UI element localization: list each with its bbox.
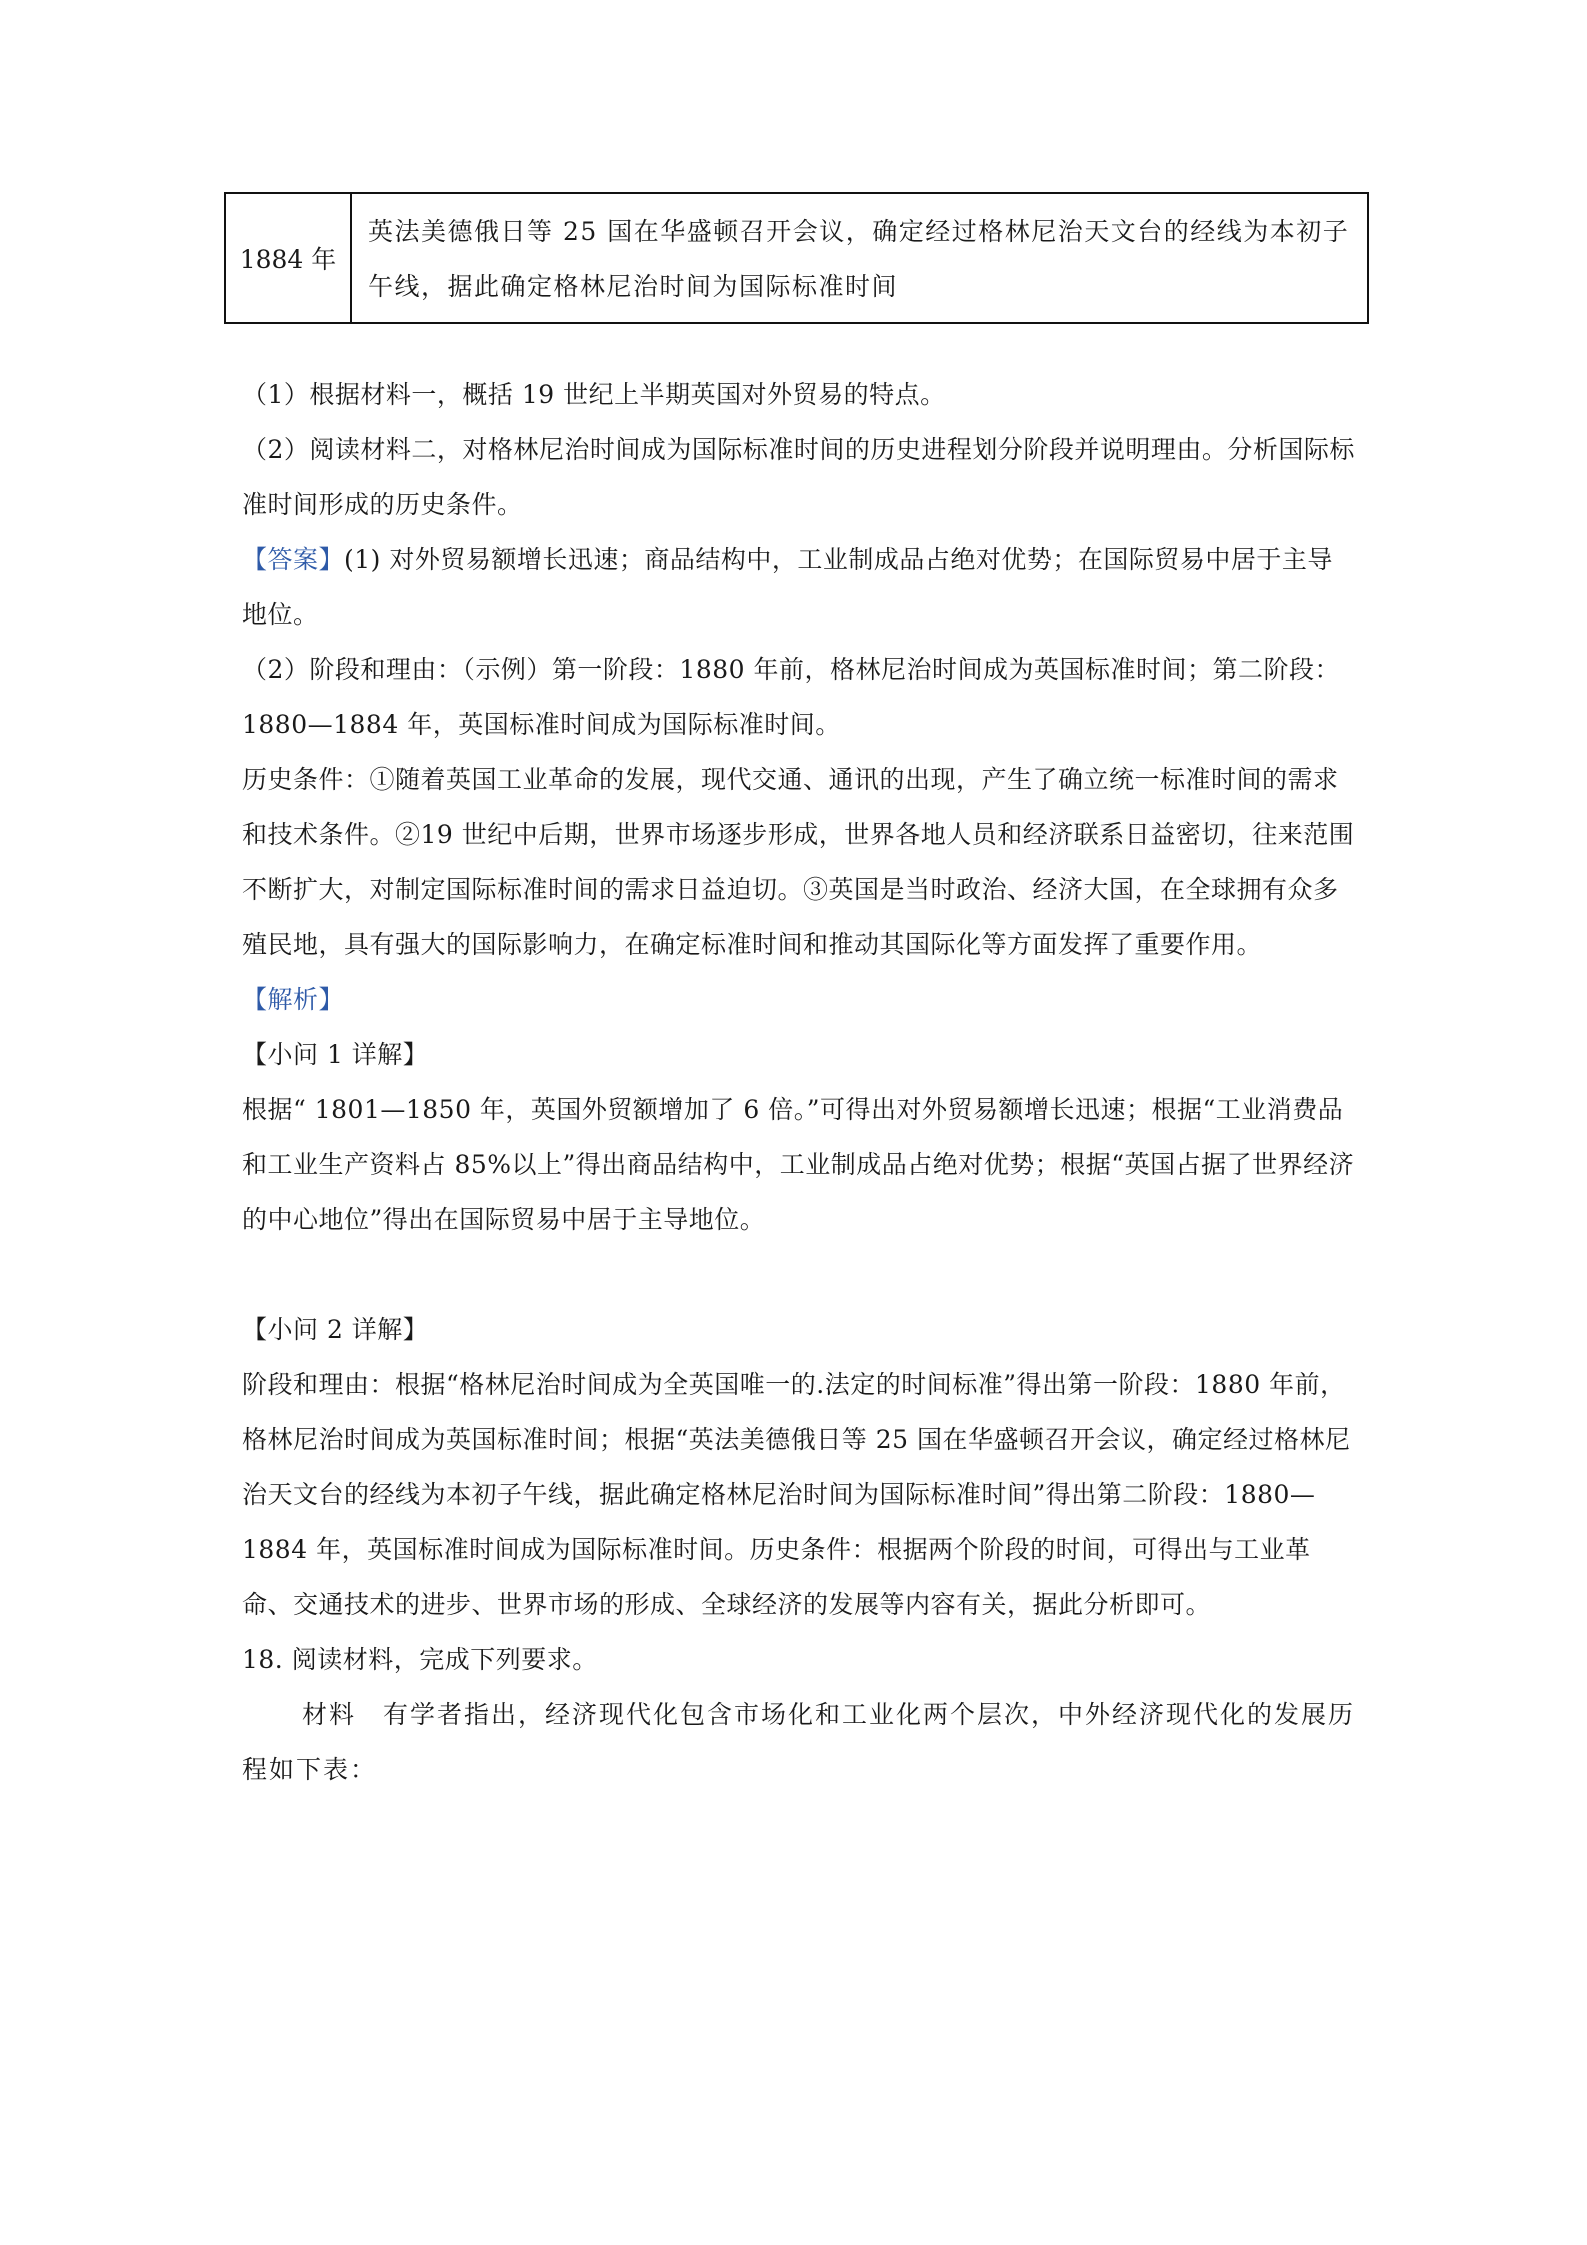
analysis-label: 【解析】 bbox=[242, 985, 345, 1014]
sub-question-2-text: 阶段和理由：根据“格林尼治时间成为全英国唯一的.法定的时间标准”得出第一阶段：1880 年前，格林尼治时间成为英国标准时间；根据“英法美德俄日等 25 国在华盛顿召开会议，确定经过格林尼治天文台的经线为本初子午线，据此确定格林尼治时间为国际标准时间”得出第二阶段：1880—1884 年，英国标准时间成为国际标准时间。历史条件：根据两个阶段的时间，可得出与工业革命、交通技术的进步、世界市场的形成、全球经济的发展等内容有关，据此分析即可。 bbox=[242, 1370, 1351, 1619]
answer-paragraph-3: 历史条件：①随着英国工业革命的发展，现代交通、通讯的出现，产生了确立统一标准时间的需求和技术条件。②19 世纪中后期，世界市场逐步形成，世界各地人员和经济联系日益密切，往来范围不断扩大，对制定国际标准时间的需求日益迫切。③英国是当时政治、经济大国，在全球拥有众多殖民地，具有强大的国际影响力，在确定标准时间和推动其国际化等方面发挥了重要作用。 bbox=[242, 765, 1355, 959]
document-body bbox=[242, 367, 1357, 1797]
sub-question-1-title: 【小问 1 详解】 bbox=[242, 1040, 429, 1069]
question-18-title: 18. 阅读材料，完成下列要求。 bbox=[242, 1645, 598, 1674]
answer-paragraph-2: （2）阶段和理由：（示例）第一阶段：1880 年前，格林尼治时间成为英国标准时间；第二阶段：1880—1884 年，英国标准时间成为国际标准时间。 bbox=[242, 655, 1340, 739]
sub-question-1-text: 根据“ 1801—1850 年，英国外贸额增加了 6 倍。”可得出对外贸易额增长迅速；根据“工业消费品和工业生产资料占 85%以上”得出商品结构中，工业制成品占绝对优势；根据“英国占据了世界经济的中心地位”得出在国际贸易中居于主导地位。 bbox=[242, 1095, 1355, 1234]
question-2: （2）阅读材料二，对格林尼治时间成为国际标准时间的历史进程划分阶段并说明理由。分析国际标准时间形成的历史条件。 bbox=[242, 435, 1355, 519]
answer-1-text: (1) 对外贸易额增长迅速；商品结构中，工业制成品占绝对优势；在国际贸易中居于主导地位。 bbox=[242, 545, 1333, 629]
blank-line bbox=[242, 1247, 1357, 1302]
question-18-material: 材料 有学者指出，经济现代化包含市场化和工业化两个层次，中外经济现代化的发展历程如下表： bbox=[242, 1700, 1356, 1784]
question-1: （1）根据材料一，概括 19 世纪上半期英国对外贸易的特点。 bbox=[242, 380, 946, 409]
timeline-table bbox=[224, 192, 1369, 324]
answer-paragraph-1 bbox=[242, 532, 1357, 642]
table-event-cell: 英法美德俄日等 25 国在华盛顿召开会议，确定经过格林尼治天文台的经线为本初子午线，据此确定格林尼治时间为国际标准时间 bbox=[368, 217, 1350, 301]
sub-question-2-title: 【小问 2 详解】 bbox=[242, 1315, 429, 1344]
table-year-cell: 1884 年 bbox=[226, 194, 352, 322]
answer-label: 【答案】 bbox=[242, 545, 345, 574]
